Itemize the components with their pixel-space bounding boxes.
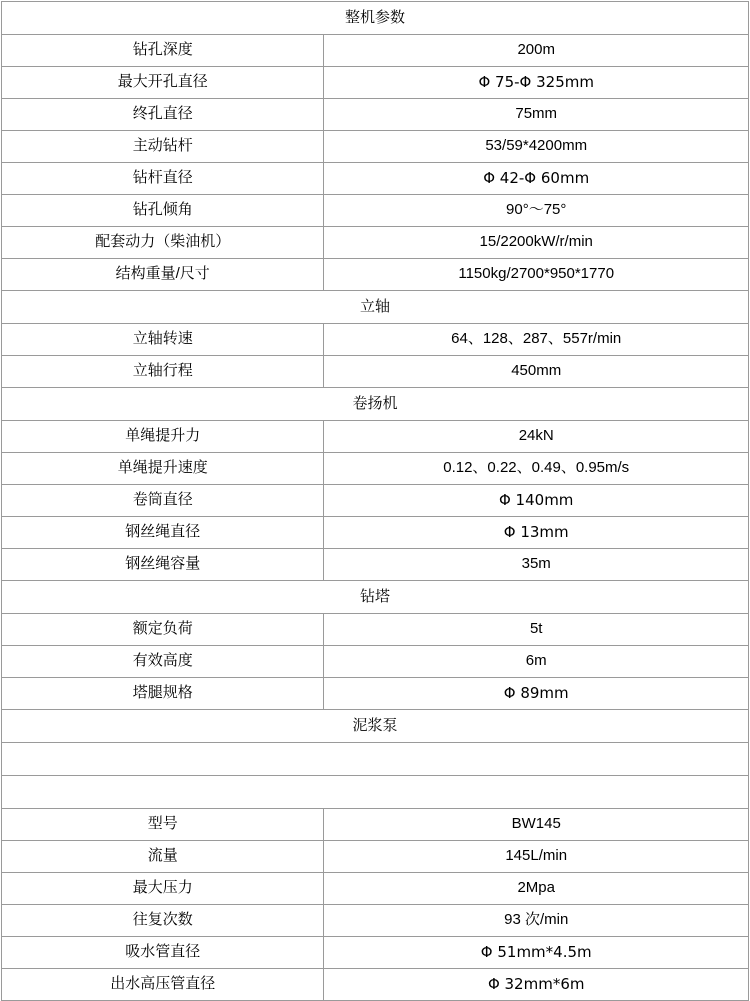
row-value: 35m [324,549,749,581]
row-label: 钻孔倾角 [2,195,324,227]
row-value: Φ 13mm [324,517,749,549]
table-row [2,969,749,1001]
table-row [2,453,749,485]
row-value: Φ 42-Φ 60mm [324,163,749,195]
spacer-row [2,743,749,776]
row-label: 钻杆直径 [2,163,324,195]
row-value: BW145 [324,809,749,841]
row-label: 最大开孔直径 [2,67,324,99]
row-label: 结构重量/尺寸 [2,259,324,291]
table-row [2,549,749,581]
row-value: 450mm [324,356,749,388]
row-value: 90°～75° [324,195,749,227]
table-row [2,131,749,163]
table-row [2,356,749,388]
row-label: 型号 [2,809,324,841]
row-label: 卷筒直径 [2,485,324,517]
table-row [2,485,749,517]
section-heading: 卷扬机 [2,388,749,421]
blank-cell [2,743,749,776]
row-label: 立轴转速 [2,324,324,356]
table-row [2,809,749,841]
row-label: 塔腿规格 [2,678,324,710]
row-label: 额定负荷 [2,614,324,646]
row-label: 钻孔深度 [2,35,324,67]
table-body [2,2,749,1001]
row-label: 有效高度 [2,646,324,678]
table-row [2,421,749,453]
row-label: 最大压力 [2,873,324,905]
table-row [2,67,749,99]
row-value: 53/59*4200mm [324,131,749,163]
section-heading: 钻塔 [2,581,749,614]
specification-table [1,1,749,1001]
section-heading-row [2,291,749,324]
table-row [2,35,749,67]
row-value: 200m [324,35,749,67]
section-heading: 泥浆泵 [2,710,749,743]
row-label: 单绳提升力 [2,421,324,453]
row-value: Φ 32mm*6m [324,969,749,1001]
table-row [2,163,749,195]
table-row [2,517,749,549]
section-heading: 立轴 [2,291,749,324]
row-label: 主动钻杆 [2,131,324,163]
row-value: 1150kg/2700*950*1770 [324,259,749,291]
section-heading-row [2,710,749,743]
row-label: 吸水管直径 [2,937,324,969]
row-value: Φ 140mm [324,485,749,517]
section-heading-row [2,388,749,421]
row-label: 立轴行程 [2,356,324,388]
row-value: 93 次/min [324,905,749,937]
section-heading-row [2,581,749,614]
table-row [2,646,749,678]
table-row [2,678,749,710]
row-label: 钢丝绳容量 [2,549,324,581]
row-value: 5t [324,614,749,646]
blank-cell [2,776,749,809]
row-label: 钢丝绳直径 [2,517,324,549]
table-row [2,841,749,873]
table-row [2,324,749,356]
row-label: 流量 [2,841,324,873]
section-heading-row [2,2,749,35]
row-value: 64、128、287、557r/min [324,324,749,356]
spacer-row [2,776,749,809]
row-label: 配套动力（柴油机） [2,227,324,259]
row-value: 24kN [324,421,749,453]
table-row [2,227,749,259]
table-row [2,873,749,905]
row-value: 145L/min [324,841,749,873]
table-row [2,195,749,227]
row-value: Φ 51mm*4.5m [324,937,749,969]
row-value: 6m [324,646,749,678]
row-value: Φ 89mm [324,678,749,710]
table-row [2,99,749,131]
table-row [2,905,749,937]
row-value: Φ 75-Φ 325mm [324,67,749,99]
row-label: 单绳提升速度 [2,453,324,485]
row-label: 往复次数 [2,905,324,937]
table-row [2,259,749,291]
row-label: 终孔直径 [2,99,324,131]
row-value: 0.12、0.22、0.49、0.95m/s [324,453,749,485]
row-value: 75mm [324,99,749,131]
table-row [2,937,749,969]
row-label: 出水高压管直径 [2,969,324,1001]
table-row [2,614,749,646]
section-heading: 整机参数 [2,2,749,35]
row-value: 15/2200kW/r/min [324,227,749,259]
row-value: 2Mpa [324,873,749,905]
